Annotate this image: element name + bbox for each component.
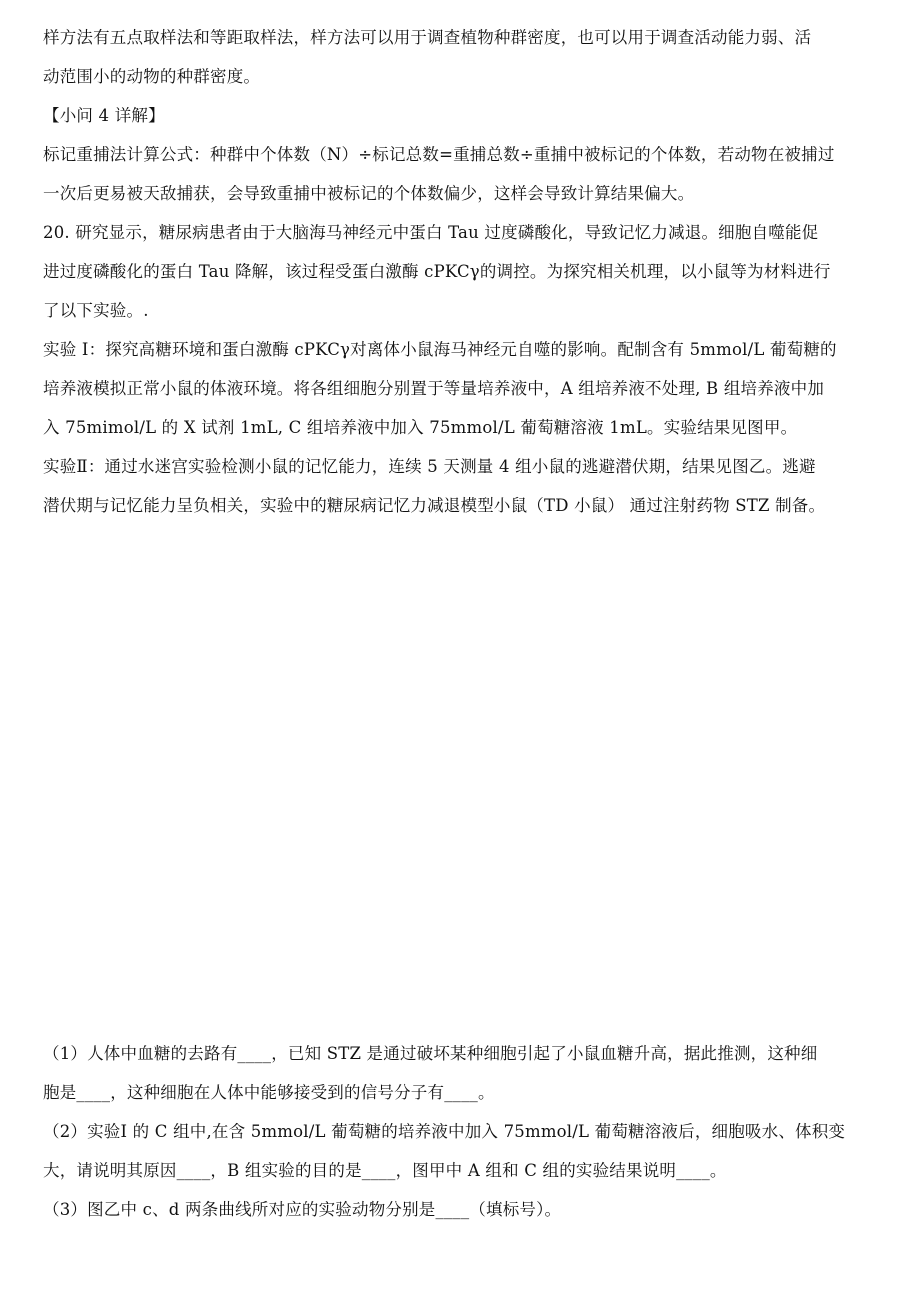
question-3-line: （3）图乙中 c、d 两条曲线所对应的实验动物分别是____（填标号）。 <box>43 1200 562 1219</box>
text-line: 了以下实验。. <box>43 301 149 320</box>
experiment-1-line: 实验 I：探究高糖环境和蛋白激酶 cPKCγ对离体小鼠海马神经元自噬的影响。配制含有 5mmol/L 葡萄糖的 <box>43 340 837 359</box>
text-line: 样方法有五点取样法和等距取样法，样方法可以用于调查植物种群密度，也可以用于调查活动能力弱、活 <box>43 28 812 47</box>
text-line: 标记重捕法计算公式：种群中个体数（N）÷标记总数=重捕总数÷重捕中被标记的个体数，若动物在被捕过 <box>43 145 835 164</box>
text-line: 培养液模拟正常小鼠的体液环境。将各组细胞分别置于等量培养液中，A 组培养液不处理, B 组培养液中加 <box>43 379 825 398</box>
text-line: 动范围小的动物的种群密度。 <box>43 67 261 86</box>
text-block-top <box>43 18 873 525</box>
text-line: 入 75mimol/L 的 X 试剂 1mL, C 组培养液中加入 75mmol/L 葡萄糖溶液 1mL。实验结果见图甲。 <box>43 418 798 437</box>
question-20-line: 20. 研究显示，糖尿病患者由于大脑海马神经元中蛋白 Tau 过度磷酸化，导致记忆力减退。细胞自噬能促 <box>43 223 819 242</box>
experiment-2-line: 实验Ⅱ：通过水迷宫实验检测小鼠的记忆能力，连续 5 天测量 4 组小鼠的逃避潜伏期，结果见图乙。逃避 <box>43 457 816 476</box>
text-block-questions <box>43 1034 873 1229</box>
text-line: 进过度磷酸化的蛋白 Tau 降解，该过程受蛋白激酶 cPKCγ的调控。为探究相关机理，以小鼠等为材料进行 <box>43 262 831 281</box>
text-line: 胞是____，这种细胞在人体中能够接受到的信号分子有____。 <box>43 1083 495 1102</box>
section-heading: 【小问 4 详解】 <box>43 106 165 125</box>
text-line: 大，请说明其原因____，B 组实验的目的是____，图甲中 A 组和 C 组的实验结果说明____。 <box>43 1161 727 1180</box>
text-line: 一次后更易被天敌捕获，会导致重捕中被标记的个体数偏少，这样会导致计算结果偏大。 <box>43 184 695 203</box>
blank-figure-area <box>43 540 873 1020</box>
text-line: 潜伏期与记忆能力呈负相关，实验中的糖尿病记忆力减退模型小鼠（TD 小鼠） 通过注射药物 STZ 制备。 <box>43 496 826 515</box>
question-2-line: （2）实验I 的 C 组中,在含 5mmol/L 葡萄糖的培养液中加入 75mmol/L 葡萄糖溶液后，细胞吸水、体积变 <box>43 1122 846 1141</box>
question-1-line: （1）人体中血糖的去路有____，已知 STZ 是通过破坏某种细胞引起了小鼠血糖升高，据此推测，这种细 <box>43 1044 818 1063</box>
